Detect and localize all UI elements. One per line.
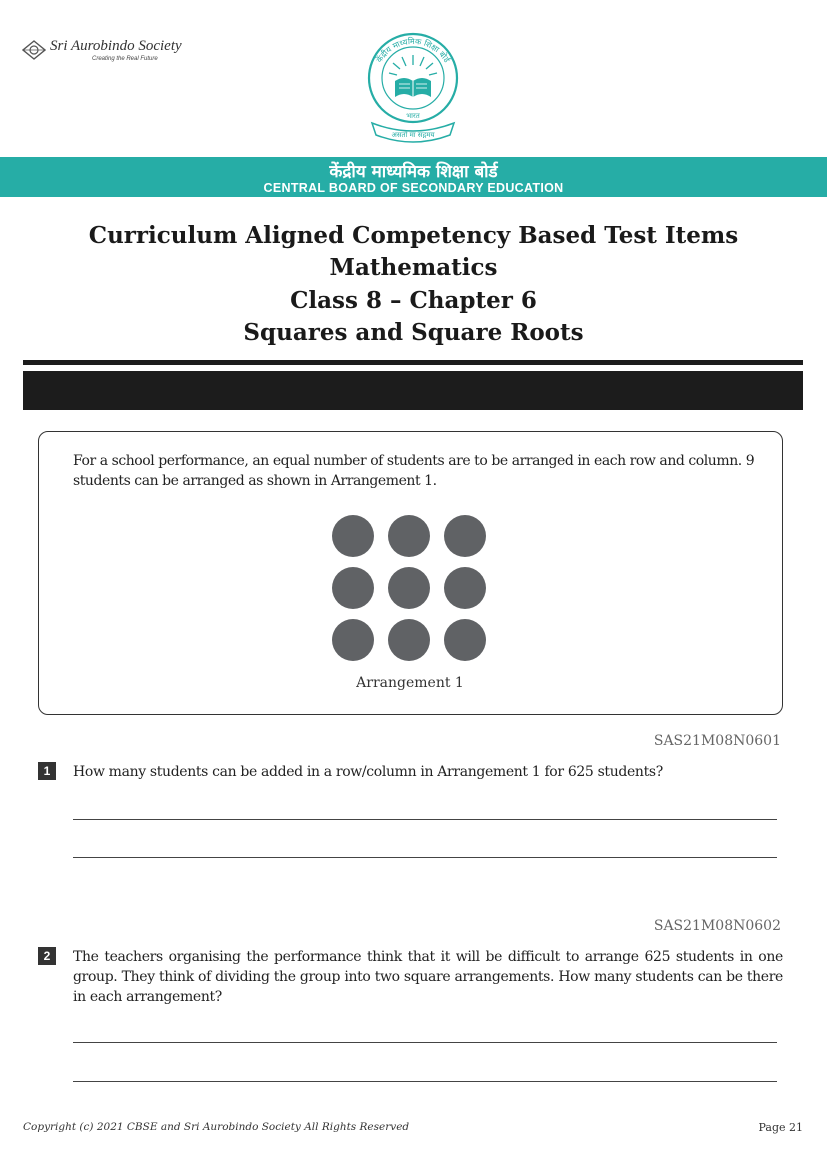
student-dot: [332, 567, 374, 609]
sas-logo: [22, 38, 197, 68]
board-name-english: CENTRAL BOARD OF SECONDARY EDUCATION: [263, 181, 564, 195]
arrangement-grid: [328, 510, 492, 666]
divider-thin: [23, 360, 803, 365]
student-dot: [388, 567, 430, 609]
emblem-country: भारत: [406, 112, 420, 120]
question-code-2: SAS21M08N0602: [653, 918, 781, 934]
question-number-2: 2: [38, 947, 56, 965]
question-number-1: 1: [38, 762, 56, 780]
sas-tagline: Creating the Real Future: [92, 56, 158, 62]
answer-line[interactable]: [73, 1081, 777, 1082]
student-dot: [444, 619, 486, 661]
question-text-2: The teachers organising the performance think that it will be difficult to arrange 625 students in one group. They think of dividing the group into two square arrangements. How many students can be there in each arrangement?: [73, 949, 783, 1005]
divider-bar: [23, 371, 803, 410]
emblem-motto: असतो मा सद्गमय: [391, 131, 435, 139]
sas-emblem-icon: [22, 40, 46, 60]
context-text: For a school performance, an equal number of students are to be arranged in each row and column. 9 students can be arranged as shown in Arrangement 1.: [73, 453, 755, 489]
student-dot: [332, 515, 374, 557]
question-code-1: SAS21M08N0601: [653, 733, 781, 749]
student-dot: [444, 515, 486, 557]
answer-line[interactable]: [73, 819, 777, 820]
student-dot: [444, 567, 486, 609]
student-dot: [388, 619, 430, 661]
question-text-1: How many students can be added in a row/column in Arrangement 1 for 625 students?: [73, 764, 663, 780]
board-name-hindi: केंद्रीय माध्यमिक शिक्षा बोर्ड: [329, 162, 498, 182]
doc-subject: Mathematics: [329, 254, 498, 281]
doc-class-chapter: Class 8 – Chapter 6: [290, 287, 537, 314]
student-dot: [388, 515, 430, 557]
answer-line[interactable]: [73, 1042, 777, 1043]
cbse-emblem-icon: [362, 31, 464, 143]
arrangement-caption: Arrangement 1: [356, 675, 464, 691]
page-number: Page 21: [758, 1121, 803, 1134]
doc-title: Curriculum Aligned Competency Based Test Items: [88, 222, 739, 249]
doc-chapter-name: Squares and Square Roots: [243, 319, 584, 346]
emblem-top-text: केंद्रीय माध्यमिक शिक्षा बोर्ड: [374, 36, 452, 65]
sas-name: Sri Aurobindo Society: [50, 38, 182, 54]
student-dot: [332, 619, 374, 661]
copyright: Copyright (c) 2021 CBSE and Sri Aurobindo Society All Rights Reserved: [23, 1121, 410, 1133]
answer-line[interactable]: [73, 857, 777, 858]
